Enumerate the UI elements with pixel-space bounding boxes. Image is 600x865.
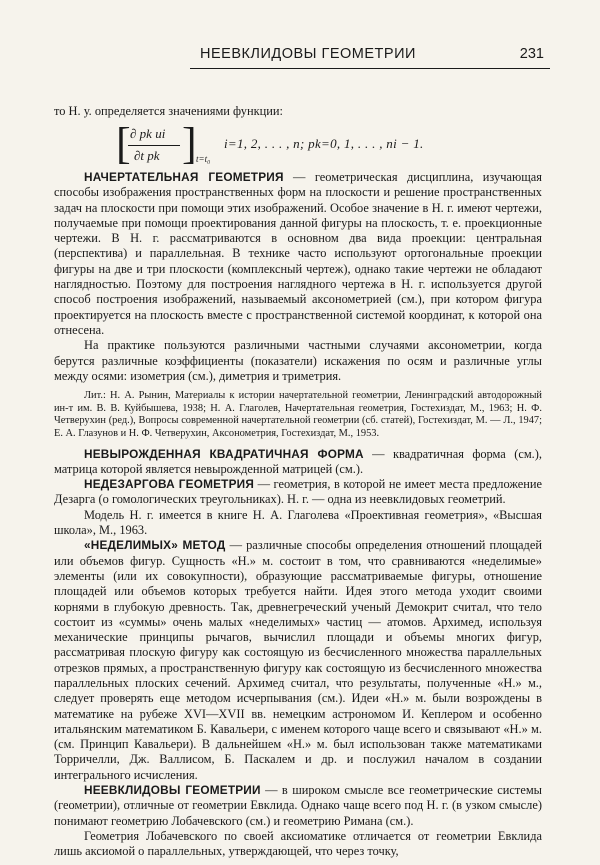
entry-term: НЕДЕЗАРГОВА ГЕОМЕТРИЯ [84,477,255,492]
formula-left-bracket: [ [116,119,131,168]
entry-text: — различные способы определения отношений площадей или объемов фигур. Сущность «Н.» м. состоит в том, что сравниваются «неделимые» элементы (или их совокупности), образующие рассматриваемые фигуры, отношение площадей или объемов которых требуется найти. Идея этого метода уходит своими корнями в глубокую древность. Так, древнегреческий ученый Демокрит считал, что тело состоит из «суммы» очень малых «неделимых» частиц — атомов. Архимед, используя механические принципы рычагов, вычислил площади и объемы многих фигур, рассматривая плоскую фигуру как состоящую из бесчисленного множества параллельных отрезков прямых, а пространственную фигуру как состоящую из бесчисленного множества параллельных плоских сечений. Архимед считал, что результаты, полученные «Н.» м., следует проверять еще методом исчерпывания (см.). Идеи «Н.» м. были возрождены в математике на рубеже XVI—XVII вв. немецким астрономом И. Кеплером и особенно итальянским математиком Б. Кавальери, с именем которого чаще всего и связывают «Н.» м. (см. Принцип Кавальери). В дальнейшем «Н.» м. был использован также математиками Торричелли, Дж. Валлисом, Б. Паскалем и др. и послужил началом в создании интегрального исчисления. [54,538,542,782]
entry-term: НАЧЕРТАТЕЛЬНАЯ ГЕОМЕТРИЯ [84,170,284,184]
formula-denominator: ∂t pk [134,148,160,163]
entry-text: — в широком смысле все геометрические системы (геометрии), отличные от геометрии Евклида. Однако чаще всего под Н. г. (в узком смысле) понимают геометрию Лобачевского (см.) и геометрию Римана (см.). [54,783,542,828]
literature-note: Лит.: Н. А. Рынин, Материалы к истории начертательной геометрии, Ленинградский автодорожный ин-т им. В. В. Куйбышева, 1938; Н. А. Глаголев, Начертательная геометрия, Гостехиздат, М., 1963; Н. Ф. Четверухин (ред.), Вопросы современной начертательной геометрии (сб. статей), Гостехиздат, М. — Л., 1947; Е. А. Глазунов и Н. Ф. Четверухин, Аксонометрия, Гостехиздат, М., 1953. [54,390,542,439]
page-number: 231 [519,46,544,62]
entry-term: НЕЕВКЛИДОВЫ ГЕОМЕТРИИ [84,783,261,798]
entry-text: — геометрическая дисциплина, изучающая способы изображения пространственных форм на плоскости и решение пространственных задач на плоскости при помощи этих изображений. Особое значение в Н. г. имеют чертежи, получаемые при помощи проектирования данной фигуры на плоскость, т. е. проекционные чертежи. В Н. г. рассматриваются в основном два вида проекции: центральная (перспектива) и параллельная. В технике часто используют ортогональные проекции фигуры на две и три плоскости (комплексный чертеж), однако такие чертежи не обладают наглядностью. Поэтому для построения наглядного чертежа в Н. г. используется другой способ построения изображений, называемый аксонометрией (см.), при котором фигура проектируется на плоскость вместе с пространственной системой координат, к которой она отнесена. [54,170,542,337]
entry-neevklidovy [54,783,542,829]
intro-line: то Н. у. определяется значениями функции: [54,104,283,118]
formula-subscript: t=t₀ [196,154,211,164]
entries [54,170,542,860]
entry-term: «НЕДЕЛИМЫХ» МЕТОД [84,538,226,553]
entry-term: НЕВЫРОЖДЕННАЯ КВАДРАТИЧНАЯ ФОРМА [84,446,364,461]
entry-nevyrozhdennaya [54,447,542,478]
entry-paragraph: На практике пользуются различными частными случаями аксонометрии, когда берутся различные коэффициенты (показатели) искажения по осям и различные углы между осями: изометрия (см.), диметрия и триметрия. [54,338,542,383]
entry-nedezargova [54,477,542,508]
header-rule [190,68,550,69]
formula-right-bracket: ] [182,119,197,168]
entry-paragraph: Геометрия Лобачевского по своей аксиоматике отличается от геометрии Евклида лишь аксиомой о параллельных, утверждающей, что через точку, [54,828,542,859]
formula-numerator: ∂ pk ui [130,126,166,141]
entry-text: — квадратичная форма (см.), матрица которой является невырожденной матрицей (см.). [54,446,542,476]
entry-paragraph: Модель Н. г. имеется в книге Н. А. Глаголева «Проективная геометрия», «Высшая школа», М., 1963. [54,507,542,538]
entry-nedelimykh [54,538,542,783]
formula-range: i=1, 2, . . . , n; pk=0, 1, . . . , ni − 1. [224,136,424,151]
running-header [190,44,550,66]
header-title: НЕЕВКЛИДОВЫ ГЕОМЕТРИИ [200,46,416,62]
entry-nachertatelnaya [54,170,542,338]
formula-fraction-bar [128,145,180,146]
formula [116,119,536,170]
entry-text: — геометрия, в которой не имеет места предложение Дезарга (о гомологических треугольниках). Н. г. — одна из неевклидовых геометрий. [54,477,542,507]
